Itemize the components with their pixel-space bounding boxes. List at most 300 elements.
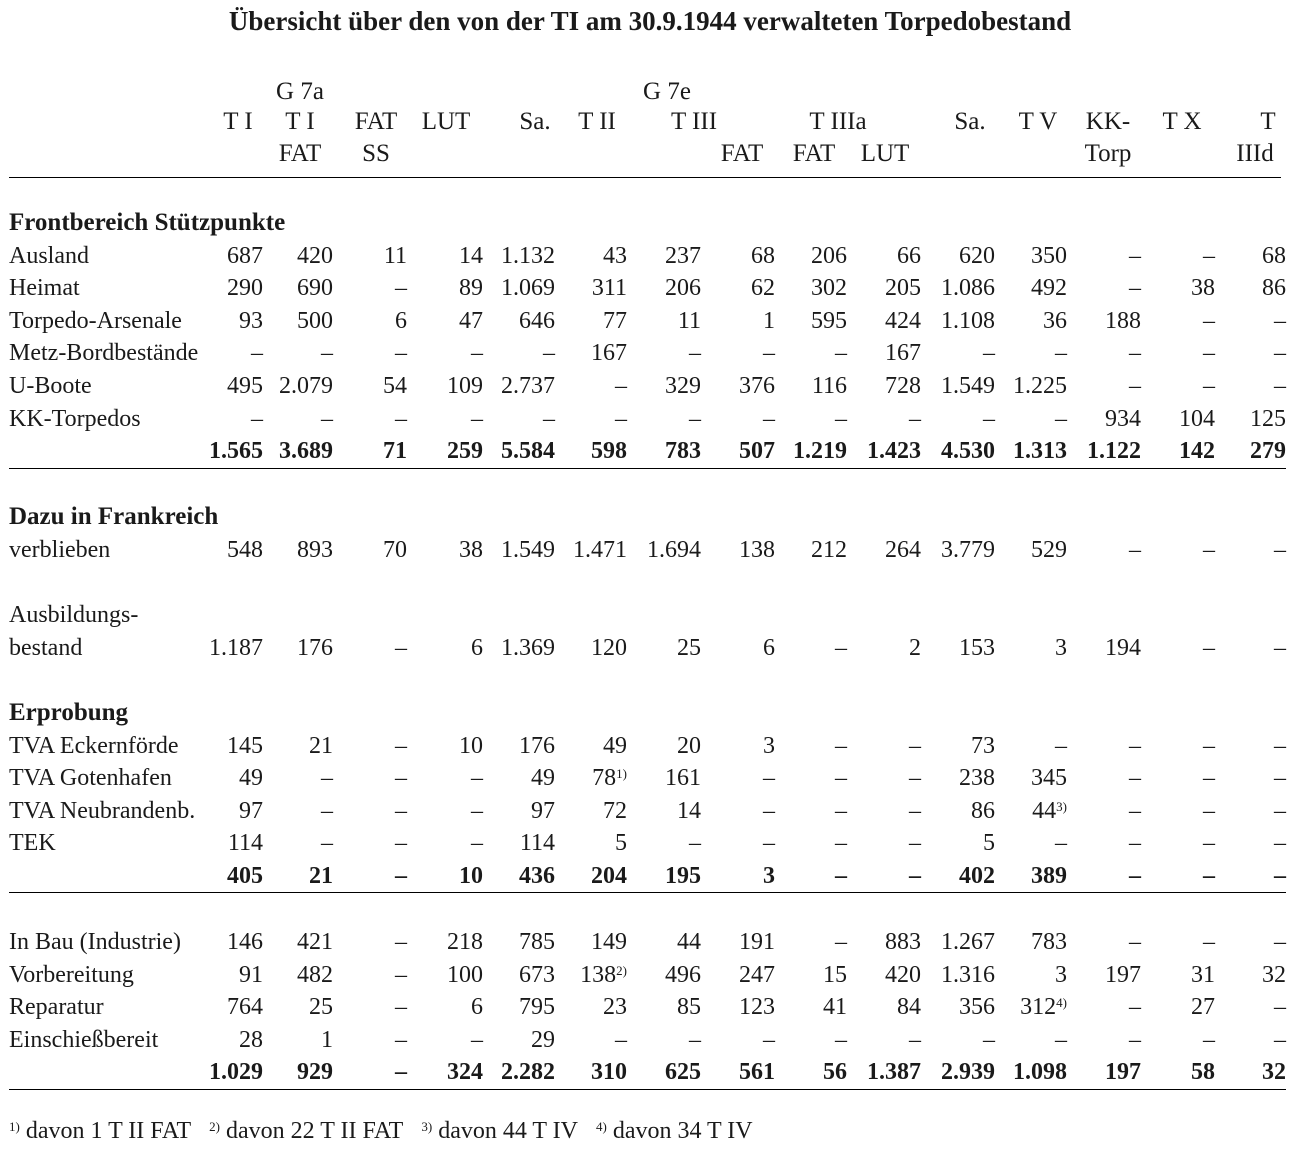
- total-label: [9, 1056, 209, 1089]
- table-cell: 311: [591, 275, 627, 302]
- total-cell: 1.565: [209, 435, 263, 468]
- table-cell: –: [909, 830, 921, 857]
- table-cell: –: [1203, 929, 1215, 956]
- footnote-text: davon 22 T II FAT: [220, 1118, 404, 1144]
- table-cell: –: [1129, 732, 1141, 759]
- table-cell: –: [835, 405, 847, 432]
- footnote-4: [596, 1118, 753, 1144]
- total-cell: 625: [627, 1056, 701, 1089]
- row-label: Einschießbereit: [9, 1026, 159, 1053]
- table-cell: –: [395, 765, 407, 792]
- table-cell: –: [471, 1026, 483, 1053]
- column-header-9: T IIIa: [809, 108, 867, 135]
- table-row: [9, 762, 1286, 795]
- table-row: [9, 272, 1286, 305]
- table-row: [9, 305, 1286, 338]
- total-cell: 783: [627, 435, 701, 468]
- total-cell: 195: [627, 860, 701, 893]
- table-cell: 883: [885, 929, 921, 956]
- row-label: Heimat: [9, 275, 80, 302]
- table-cell: 125: [1250, 405, 1286, 432]
- table-cell: 97: [239, 797, 263, 824]
- table-cell: 6: [471, 634, 483, 661]
- table-cell: –: [395, 405, 407, 432]
- table-cell: 496: [665, 961, 701, 988]
- table-cell: –: [1274, 634, 1286, 661]
- table-cell: 149: [591, 929, 627, 956]
- footnote-mark: 1): [616, 766, 627, 782]
- total-cell: 10: [407, 860, 483, 893]
- table-row: [9, 730, 1286, 763]
- table-cell: –: [1203, 307, 1215, 334]
- table-row: [9, 926, 1286, 959]
- table-cell: –: [321, 405, 333, 432]
- table-cell: –: [689, 340, 701, 367]
- table-cell: –: [835, 634, 847, 661]
- total-cell: 389: [995, 860, 1067, 893]
- table-cell: 70: [383, 536, 407, 563]
- table-cell: 29: [531, 1026, 555, 1053]
- table-cell: 11: [383, 242, 407, 269]
- row-label: Metz-Bordbestände: [9, 340, 199, 367]
- spacer-row: [9, 664, 1286, 697]
- table-cell: 6: [471, 994, 483, 1021]
- table-cell: 2.737: [501, 372, 555, 399]
- table-cell: 218: [447, 929, 483, 956]
- table-cell: –: [1274, 340, 1286, 367]
- table-cell: –: [1055, 732, 1067, 759]
- table-cell: 482: [297, 961, 333, 988]
- footnote-1: [9, 1118, 191, 1144]
- total-cell: 1.122: [1067, 435, 1141, 468]
- table-cell: –: [1129, 275, 1141, 302]
- total-cell: 1.423: [847, 435, 921, 468]
- table-cell: 191: [739, 929, 775, 956]
- footnote-text: davon 44 T IV: [432, 1118, 578, 1144]
- table-cell: 36: [1043, 307, 1067, 334]
- table-cell: 795: [519, 994, 555, 1021]
- table-cell: 1.132: [501, 242, 555, 269]
- table-cell: 138: [739, 536, 775, 563]
- table-row: [9, 827, 1286, 860]
- table-cell: 176: [297, 634, 333, 661]
- table-cell: 93: [239, 307, 263, 334]
- table-cell: 123: [739, 994, 775, 1021]
- total-cell: 259: [407, 435, 483, 468]
- table-cell: 28: [239, 1026, 263, 1053]
- total-cell: 3.689: [263, 435, 333, 468]
- total-cell: 1.387: [847, 1056, 921, 1089]
- table-cell: 690: [297, 275, 333, 302]
- table-cell: –: [1203, 536, 1215, 563]
- section-trial: [9, 697, 1286, 730]
- table-cell: 100: [447, 961, 483, 988]
- total-row: [9, 1056, 1286, 1089]
- table-cell: 290: [227, 275, 263, 302]
- table-cell: 764: [227, 994, 263, 1021]
- table-cell: 529: [1031, 536, 1067, 563]
- total-cell: 929: [263, 1056, 333, 1089]
- table-cell: 72: [603, 797, 627, 824]
- table-cell: 495: [227, 372, 263, 399]
- table-cell: –: [321, 765, 333, 792]
- total-cell: 405: [209, 860, 263, 893]
- column-header-14: T X: [1162, 108, 1202, 135]
- table-cell: 247: [739, 961, 775, 988]
- group-header-g7a: G 7a: [276, 78, 324, 105]
- table-cell: 116: [811, 372, 847, 399]
- column-header-15: T: [1260, 108, 1276, 135]
- table-cell: –: [1274, 1026, 1286, 1053]
- footnote-mark: 3): [1056, 798, 1067, 814]
- row-label: TVA Gotenhafen: [9, 765, 172, 792]
- total-cell: –: [847, 860, 921, 893]
- table-cell: 2: [909, 634, 921, 661]
- table-cell: 68: [751, 242, 775, 269]
- table-row: [9, 1024, 1286, 1057]
- table-cell: 86: [1262, 275, 1286, 302]
- total-cell: 561: [701, 1056, 775, 1089]
- total-cell: –: [1215, 860, 1286, 893]
- table-cell: –: [983, 405, 995, 432]
- table-cell: –: [689, 405, 701, 432]
- table-cell: –: [471, 797, 483, 824]
- total-cell: 1.219: [775, 435, 847, 468]
- total-cell: 598: [555, 435, 627, 468]
- table-cell: 114: [227, 830, 263, 857]
- table-cell: 167: [885, 340, 921, 367]
- total-cell: 204: [555, 860, 627, 893]
- table-cell: 264: [885, 536, 921, 563]
- table-cell: –: [763, 405, 775, 432]
- table-cell: 91: [239, 961, 263, 988]
- row-label: Reparatur: [9, 994, 104, 1021]
- column-header-12: T V: [1018, 108, 1058, 135]
- table-cell: –: [835, 340, 847, 367]
- table-cell: –: [321, 830, 333, 857]
- table-cell: –: [321, 340, 333, 367]
- table-cell: 25: [677, 634, 701, 661]
- total-cell: 5.584: [483, 435, 555, 468]
- table-cell: 167: [591, 340, 627, 367]
- table-cell: –: [1274, 732, 1286, 759]
- total-cell: 3: [701, 860, 775, 893]
- table-cell: 3: [1055, 961, 1067, 988]
- table-cell: 345: [1031, 765, 1067, 792]
- table-cell: –: [395, 340, 407, 367]
- table-cell: –: [1203, 797, 1215, 824]
- table-row: [9, 534, 1286, 567]
- table-cell: –: [395, 929, 407, 956]
- table-cell: 38: [459, 536, 483, 563]
- total-cell: 21: [263, 860, 333, 893]
- table-cell: 114: [519, 830, 555, 857]
- table-cell: 109: [447, 372, 483, 399]
- table-cell: –: [1203, 765, 1215, 792]
- total-cell: 56: [775, 1056, 847, 1089]
- table-cell: –: [321, 797, 333, 824]
- spacer: [9, 567, 1286, 600]
- table-cell: –: [1274, 830, 1286, 857]
- footnote-text: davon 34 T IV: [606, 1118, 753, 1144]
- table-cell: 84: [897, 994, 921, 1021]
- table-row: [9, 370, 1286, 403]
- table-cell: –: [1274, 307, 1286, 334]
- total-cell: –: [775, 860, 847, 893]
- table-cell: 86: [971, 797, 995, 824]
- footnotes: [9, 1118, 771, 1145]
- table-cell: –: [1055, 1026, 1067, 1053]
- table-cell: 238: [959, 765, 995, 792]
- footnote-mark: 1): [9, 1119, 20, 1134]
- table-cell: –: [1129, 994, 1141, 1021]
- table-cell: 161: [665, 765, 701, 792]
- table-cell: 49: [603, 732, 627, 759]
- table-cell: –: [395, 732, 407, 759]
- table-cell: 673: [519, 961, 555, 988]
- table-row: [9, 599, 1286, 632]
- table-cell: –: [1129, 340, 1141, 367]
- table-cell: 1.549: [941, 372, 995, 399]
- row-label: TEK: [9, 830, 56, 857]
- table-cell: 548: [227, 536, 263, 563]
- table-cell: –: [909, 405, 921, 432]
- table-cell: –: [763, 830, 775, 857]
- table-cell: 47: [459, 307, 483, 334]
- table-cell: 206: [665, 275, 701, 302]
- table-cell: 3: [1055, 634, 1067, 661]
- total-cell: 71: [333, 435, 407, 468]
- table-cell: 32: [1262, 961, 1286, 988]
- table-cell: –: [251, 405, 263, 432]
- table-cell: –: [689, 830, 701, 857]
- footnote-mark: 4): [1056, 995, 1067, 1011]
- table-cell: –: [395, 1026, 407, 1053]
- row-label: Ausland: [9, 242, 89, 269]
- table-cell: –: [909, 765, 921, 792]
- section-heading: Erprobung: [9, 698, 129, 726]
- table-cell: 302: [811, 275, 847, 302]
- table-cell: –: [251, 340, 263, 367]
- column-header-2-line2: FAT: [278, 140, 322, 167]
- table-cell: –: [543, 340, 555, 367]
- table-cell: –: [1129, 765, 1141, 792]
- table-cell: –: [471, 765, 483, 792]
- column-header-15-line2: IIId: [1236, 140, 1274, 167]
- total-row: [9, 435, 1286, 468]
- table-cell: –: [1055, 405, 1067, 432]
- column-header-3: FAT: [354, 108, 398, 135]
- page-title: Übersicht über den von der TI am 30.9.1944 verwalteten Torpedobestand: [228, 6, 1072, 36]
- table-cell: –: [395, 961, 407, 988]
- column-header-5: Sa.: [519, 108, 551, 135]
- table-cell: 6: [395, 307, 407, 334]
- table-cell: 1.694: [647, 536, 701, 563]
- table-cell: –: [1203, 372, 1215, 399]
- table-cell: 14: [459, 242, 483, 269]
- table-cell: 206: [811, 242, 847, 269]
- table-cell: 73: [971, 732, 995, 759]
- table-cell: 20: [677, 732, 701, 759]
- total-cell: 436: [483, 860, 555, 893]
- table-cell: –: [1203, 1026, 1215, 1053]
- total-cell: 310: [555, 1056, 627, 1089]
- table-cell: 350: [1031, 242, 1067, 269]
- column-header-4: LUT: [421, 108, 471, 135]
- table-cell: 3.779: [941, 536, 995, 563]
- section-france: [9, 501, 1286, 534]
- table-cell: 62: [751, 275, 775, 302]
- table-cell: –: [1274, 994, 1286, 1021]
- table-cell: 376: [739, 372, 775, 399]
- table-cell: 893: [297, 536, 333, 563]
- table-cell: –: [1129, 830, 1141, 857]
- table-cell: 595: [811, 307, 847, 334]
- table-cell: 145: [227, 732, 263, 759]
- table-cell: 89: [459, 275, 483, 302]
- table-cell: –: [1203, 830, 1215, 857]
- table-cell: 11: [677, 307, 701, 334]
- table-cell: –: [763, 765, 775, 792]
- table-cell: 1.471: [573, 536, 627, 563]
- table-cell: 27: [1191, 994, 1215, 1021]
- table-cell: –: [1274, 372, 1286, 399]
- table-cell: 49: [239, 765, 263, 792]
- table-cell: –: [395, 634, 407, 661]
- total-cell: 142: [1141, 435, 1215, 468]
- table-cell: 205: [885, 275, 921, 302]
- footnote-mark: 2): [209, 1119, 221, 1134]
- table-cell: 176: [519, 732, 555, 759]
- total-cell: –: [333, 860, 407, 893]
- column-header-3-line2: SS: [362, 140, 390, 167]
- table-cell: –: [1203, 242, 1215, 269]
- total-cell: 32: [1215, 1056, 1286, 1089]
- table-cell: 97: [531, 797, 555, 824]
- table-cell: –: [395, 797, 407, 824]
- table-cell: –: [835, 732, 847, 759]
- table-cell: 188: [1105, 307, 1141, 334]
- row-label: TVA Eckernförde: [9, 732, 179, 759]
- footnote-mark: 4): [595, 1119, 607, 1134]
- spacer-row: [9, 468, 1286, 501]
- table-cell: 312$^{4)}$: [1020, 994, 1067, 1021]
- total-cell: 2.939: [921, 1056, 995, 1089]
- total-cell: 279: [1215, 435, 1286, 468]
- group-header-g7e: G 7e: [643, 78, 691, 105]
- section-heading: Frontbereich Stützpunkte: [9, 209, 286, 236]
- row-label: U-Boote: [9, 372, 92, 399]
- spacer-row: [9, 893, 1286, 926]
- table-cell: –: [835, 1026, 847, 1053]
- table-cell: –: [471, 830, 483, 857]
- spacer: [9, 893, 1286, 926]
- column-header-13: KK-: [1085, 108, 1131, 135]
- table-cell: –: [1274, 765, 1286, 792]
- table-cell: –: [1274, 797, 1286, 824]
- spacer-row: [9, 567, 1286, 600]
- total-cell: –: [333, 1056, 407, 1089]
- table-cell: 620: [959, 242, 995, 269]
- row-label: verblieben: [9, 536, 111, 563]
- table-cell: 6: [763, 634, 775, 661]
- table-cell: 153: [959, 634, 995, 661]
- total-cell: 324: [407, 1056, 483, 1089]
- table-cell: 10: [459, 732, 483, 759]
- table-cell: –: [763, 340, 775, 367]
- table-cell: 68: [1262, 242, 1286, 269]
- table-cell: –: [395, 830, 407, 857]
- total-cell: 58: [1141, 1056, 1215, 1089]
- table-cell: –: [395, 994, 407, 1021]
- total-label: [9, 435, 209, 468]
- table-cell: 14: [677, 797, 701, 824]
- table-cell: –: [1203, 732, 1215, 759]
- total-cell: 1.313: [995, 435, 1067, 468]
- table-cell: 1.225: [1013, 372, 1067, 399]
- table-cell: 1.267: [941, 929, 995, 956]
- table-cell: 1.316: [941, 961, 995, 988]
- section-heading: Dazu in Frankreich: [9, 503, 219, 531]
- table-cell: 687: [227, 242, 263, 269]
- table-cell: 1.549: [501, 536, 555, 563]
- table-cell: 5: [983, 830, 995, 857]
- table-cell: 728: [885, 372, 921, 399]
- table-cell: 49: [531, 765, 555, 792]
- table-cell: –: [835, 797, 847, 824]
- table-cell: 138$^{2)}$: [580, 961, 627, 988]
- footnote-mark: 3): [421, 1119, 433, 1134]
- column-header-11: Sa.: [954, 108, 986, 135]
- row-label: In Bau (Industrie): [9, 929, 181, 956]
- table-cell: 329: [665, 372, 701, 399]
- table-row: [9, 632, 1286, 665]
- total-cell: 197: [1067, 1056, 1141, 1089]
- total-label: [9, 860, 209, 893]
- table-cell: 1: [321, 1026, 333, 1053]
- table-cell: 44$^{3)}$: [1032, 797, 1067, 824]
- row-label: Torpedo-Arsenale: [9, 307, 182, 334]
- column-header-9-line2: FAT: [792, 140, 836, 167]
- table-row: [9, 240, 1286, 273]
- table-cell: 1.069: [501, 275, 555, 302]
- table-cell: 21: [309, 732, 333, 759]
- table-cell: 104: [1179, 405, 1215, 432]
- table-row: [9, 795, 1286, 828]
- table-cell: 120: [591, 634, 627, 661]
- table-cell: 212: [811, 536, 847, 563]
- total-cell: 2.282: [483, 1056, 555, 1089]
- table-cell: –: [763, 1026, 775, 1053]
- table-cell: 785: [519, 929, 555, 956]
- total-cell: –: [1141, 860, 1215, 893]
- spacer: [9, 468, 1286, 501]
- row-label: Vorbereitung: [9, 961, 134, 988]
- table-cell: 66: [897, 242, 921, 269]
- table-cell: –: [835, 765, 847, 792]
- table-cell: 1.369: [501, 634, 555, 661]
- header-rule: [9, 177, 1281, 178]
- spacer: [9, 664, 1286, 697]
- total-cell: 1.098: [995, 1056, 1067, 1089]
- table-cell: –: [1129, 372, 1141, 399]
- column-header-8-line2: FAT: [720, 140, 764, 167]
- table-cell: –: [471, 340, 483, 367]
- table-cell: 3: [763, 732, 775, 759]
- table-cell: 783: [1031, 929, 1067, 956]
- column-header-10-line2: LUT: [860, 140, 910, 167]
- table-cell: –: [689, 1026, 701, 1053]
